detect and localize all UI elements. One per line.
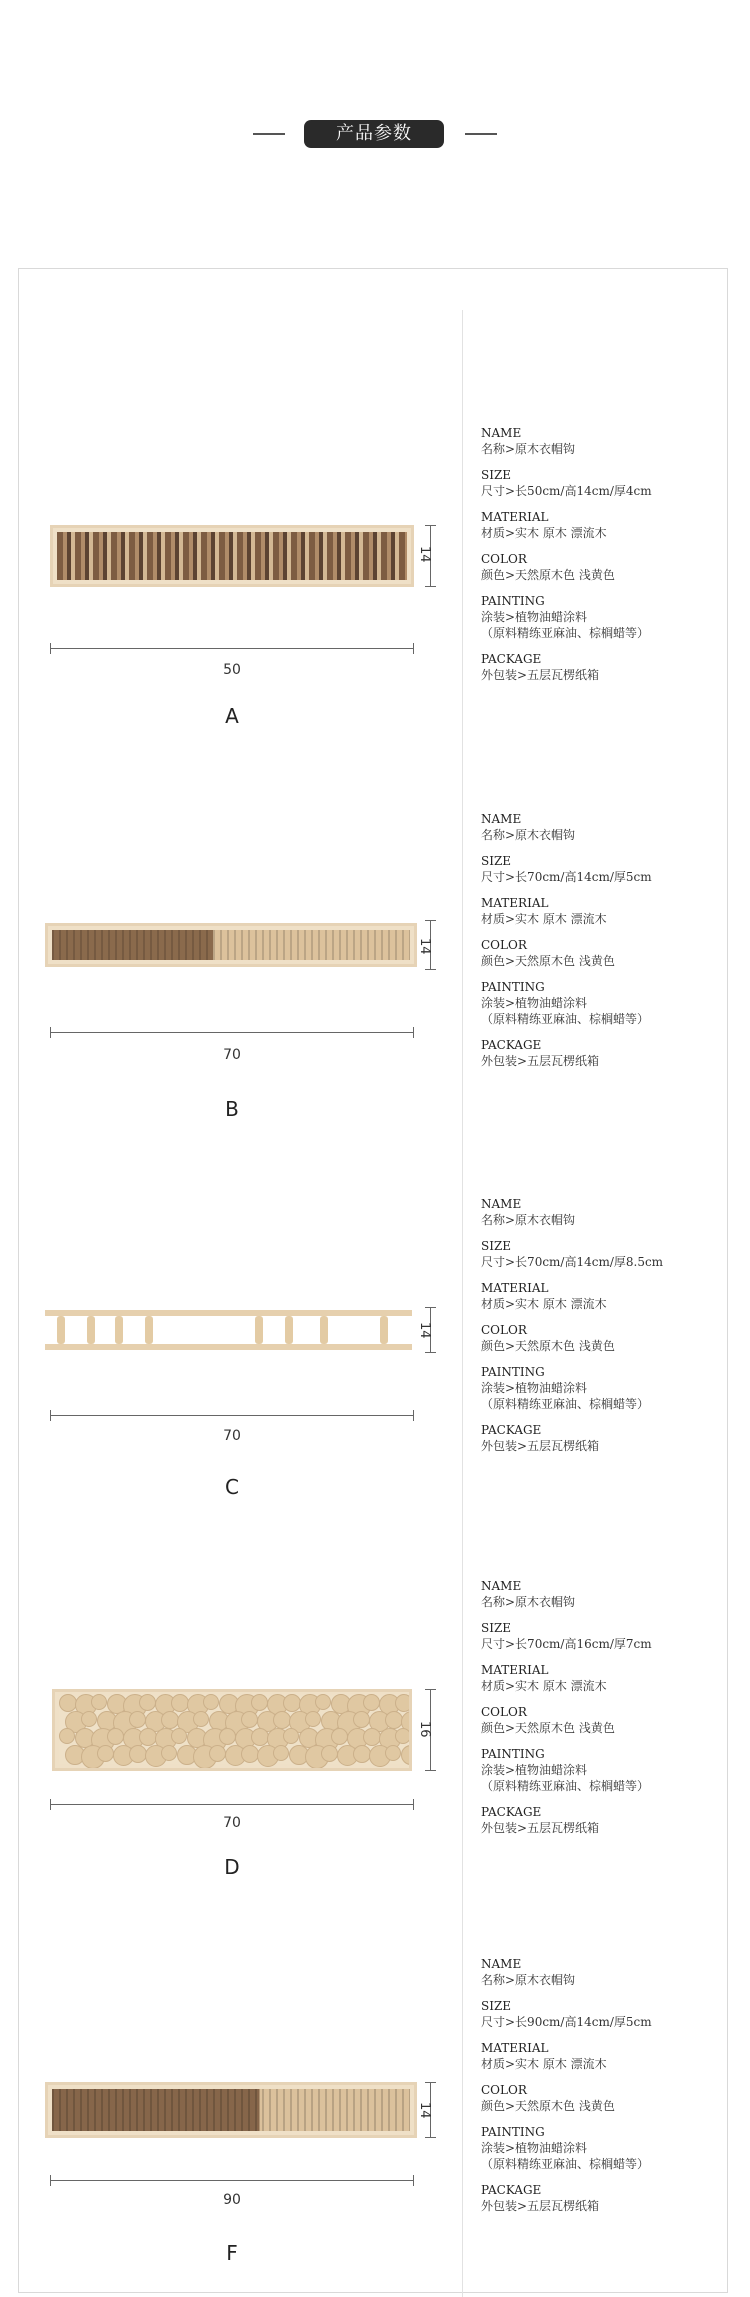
- product-image: [45, 1310, 412, 1350]
- product-letter: F: [226, 2241, 238, 2265]
- log-disc: [203, 1694, 219, 1710]
- spec-painting: [481, 594, 731, 641]
- height-label: 14: [417, 2102, 432, 2119]
- spec-value: 材质>实木 原木 漂流木: [481, 526, 607, 540]
- log-disc: [305, 1711, 321, 1727]
- log-disc: [97, 1745, 114, 1762]
- log-disc: [385, 1745, 401, 1761]
- width-label: 70: [223, 1047, 241, 1063]
- spec-color: [481, 2083, 731, 2114]
- spec-key: NAME: [481, 1957, 522, 1971]
- spec-key: COLOR: [481, 938, 527, 952]
- spec-size: [481, 468, 731, 499]
- width-dimension: [50, 643, 414, 655]
- page-header: [0, 0, 750, 180]
- height-label: 16: [417, 1721, 432, 1738]
- log-disc: [91, 1694, 107, 1710]
- spec-list: [481, 812, 731, 1080]
- product-letter: C: [225, 1475, 239, 1499]
- spec-key: COLOR: [481, 2083, 527, 2097]
- spec-value: 材质>实木 原木 漂流木: [481, 1297, 607, 1311]
- log-disc: [219, 1728, 236, 1745]
- product-section-a: [0, 360, 750, 745]
- log-disc: [107, 1728, 124, 1745]
- spec-key: COLOR: [481, 552, 527, 566]
- spec-key: MATERIAL: [481, 510, 549, 524]
- spec-material: [481, 896, 731, 927]
- log-disc: [193, 1711, 209, 1727]
- log-disc: [209, 1745, 226, 1762]
- spec-painting: [481, 2125, 731, 2172]
- spec-value: 颜色>天然原木色 浅黄色: [481, 954, 615, 968]
- spec-key: NAME: [481, 1197, 522, 1211]
- spec-value: 名称>原木衣帽钩: [481, 1595, 576, 1609]
- product-image: [50, 525, 414, 587]
- spec-key: SIZE: [481, 1621, 512, 1635]
- spec-painting: [481, 980, 731, 1027]
- log-disc: [395, 1728, 411, 1744]
- spec-key: PACKAGE: [481, 1805, 542, 1819]
- width-dimension: [50, 1799, 414, 1811]
- spec-value: 尺寸>长70cm/高16cm/厚7cm: [481, 1637, 652, 1651]
- spec-key: NAME: [481, 426, 522, 440]
- product-section-d: [0, 1509, 750, 1894]
- width-dimension: [50, 1027, 414, 1039]
- spec-name: [481, 1579, 731, 1610]
- header-left-line: [253, 133, 285, 135]
- product-image: [45, 2082, 417, 2138]
- product-section-c: [0, 1127, 750, 1512]
- spec-key: SIZE: [481, 1239, 512, 1253]
- spec-value: 尺寸>长90cm/高14cm/厚5cm: [481, 2015, 652, 2029]
- driftwood-texture: [52, 2089, 410, 2131]
- spec-key: SIZE: [481, 468, 512, 482]
- spec-value: 外包装>五层瓦楞纸箱: [481, 1439, 600, 1453]
- spec-value: 涂装>植物油蜡涂料: [481, 1763, 588, 1777]
- spec-value: 涂装>植物油蜡涂料: [481, 996, 588, 1010]
- spec-name: [481, 1957, 731, 1988]
- product-image: [52, 1689, 412, 1771]
- spec-key: PAINTING: [481, 1747, 545, 1761]
- spec-key: PACKAGE: [481, 2183, 542, 2197]
- spec-material: [481, 2041, 731, 2072]
- spec-package: [481, 652, 731, 683]
- log-disc: [139, 1694, 156, 1711]
- product-letter: B: [225, 1097, 239, 1121]
- spec-size: [481, 854, 731, 885]
- spec-painting: [481, 1747, 731, 1794]
- spec-value-note: （原料精练亚麻油、棕榈蜡等）: [481, 2157, 650, 2171]
- product-section-f: [0, 1887, 750, 2272]
- spec-package: [481, 1805, 731, 1836]
- spec-value: 颜色>天然原木色 浅黄色: [481, 1721, 615, 1735]
- height-label: 14: [417, 546, 432, 563]
- spec-size: [481, 1239, 731, 1270]
- spec-value: 涂装>植物油蜡涂料: [481, 2141, 588, 2155]
- spec-name: [481, 426, 731, 457]
- spec-value: 颜色>天然原木色 浅黄色: [481, 1339, 615, 1353]
- spec-key: SIZE: [481, 1999, 512, 2013]
- height-label: 14: [417, 938, 432, 955]
- log-disc: [401, 1745, 412, 1765]
- section-title: 产品参数: [304, 120, 444, 148]
- header-right-line: [465, 133, 497, 135]
- spec-value: 外包装>五层瓦楞纸箱: [481, 668, 600, 682]
- driftwood-texture: [57, 532, 407, 580]
- spec-package: [481, 1423, 731, 1454]
- spec-value: 外包装>五层瓦楞纸箱: [481, 2199, 600, 2213]
- spec-value: 名称>原木衣帽钩: [481, 1213, 576, 1227]
- log-disc: [59, 1728, 75, 1744]
- spec-value: 材质>实木 原木 漂流木: [481, 2057, 607, 2071]
- log-disc: [283, 1728, 299, 1744]
- spec-key: PACKAGE: [481, 1038, 542, 1052]
- spec-key: COLOR: [481, 1323, 527, 1337]
- log-disc-texture: [59, 1696, 405, 1764]
- spec-painting: [481, 1365, 731, 1412]
- spec-list: [481, 1957, 731, 2225]
- spec-color: [481, 938, 731, 969]
- spec-key: MATERIAL: [481, 2041, 549, 2055]
- log-disc: [81, 1711, 97, 1727]
- spec-key: NAME: [481, 812, 522, 826]
- log-disc: [363, 1694, 380, 1711]
- spec-value: 尺寸>长70cm/高14cm/厚5cm: [481, 870, 652, 884]
- spec-package: [481, 1038, 731, 1069]
- spec-value: 涂装>植物油蜡涂料: [481, 1381, 588, 1395]
- width-label: 50: [223, 662, 241, 678]
- spec-value: 名称>原木衣帽钩: [481, 1973, 576, 1987]
- spec-value-note: （原料精练亚麻油、棕榈蜡等）: [481, 1397, 650, 1411]
- spec-key: PAINTING: [481, 2125, 545, 2139]
- spec-value-note: （原料精练亚麻油、棕榈蜡等）: [481, 1779, 650, 1793]
- spec-value: 外包装>五层瓦楞纸箱: [481, 1054, 600, 1068]
- spec-list: [481, 1579, 731, 1847]
- spec-name: [481, 812, 731, 843]
- spec-color: [481, 1705, 731, 1736]
- spec-key: PACKAGE: [481, 652, 542, 666]
- width-label: 70: [223, 1815, 241, 1831]
- spec-color: [481, 552, 731, 583]
- spec-material: [481, 510, 731, 541]
- product-image: [45, 923, 417, 967]
- driftwood-texture: [52, 930, 410, 960]
- width-label: 70: [223, 1428, 241, 1444]
- log-disc: [273, 1745, 289, 1761]
- log-disc: [353, 1711, 370, 1728]
- log-disc: [331, 1728, 348, 1745]
- spec-value-note: （原料精练亚麻油、棕榈蜡等）: [481, 626, 650, 640]
- spec-key: MATERIAL: [481, 896, 549, 910]
- width-dimension: [50, 1410, 414, 1422]
- spec-value: 材质>实木 原木 漂流木: [481, 1679, 607, 1693]
- spec-key: MATERIAL: [481, 1281, 549, 1295]
- spec-key: NAME: [481, 1579, 522, 1593]
- width-dimension: [50, 2175, 414, 2187]
- spec-value: 名称>原木衣帽钩: [481, 442, 576, 456]
- product-letter: A: [225, 704, 239, 728]
- spec-size: [481, 1621, 731, 1652]
- spec-value-note: （原料精练亚麻油、棕榈蜡等）: [481, 1012, 650, 1026]
- spec-color: [481, 1323, 731, 1354]
- product-section-b: [0, 745, 750, 1130]
- log-disc: [251, 1694, 268, 1711]
- spec-package: [481, 2183, 731, 2214]
- width-label: 90: [223, 2192, 241, 2208]
- spec-size: [481, 1999, 731, 2030]
- log-disc: [315, 1694, 331, 1710]
- spec-value: 颜色>天然原木色 浅黄色: [481, 2099, 615, 2113]
- spec-material: [481, 1281, 731, 1312]
- spec-key: SIZE: [481, 854, 512, 868]
- spec-key: PAINTING: [481, 1365, 545, 1379]
- spec-key: MATERIAL: [481, 1663, 549, 1677]
- spec-value: 外包装>五层瓦楞纸箱: [481, 1821, 600, 1835]
- spec-value: 材质>实木 原木 漂流木: [481, 912, 607, 926]
- spec-key: PACKAGE: [481, 1423, 542, 1437]
- height-label: 14: [417, 1322, 432, 1339]
- product-letter: D: [224, 1855, 240, 1879]
- spec-key: COLOR: [481, 1705, 527, 1719]
- spec-key: PAINTING: [481, 594, 545, 608]
- log-disc: [395, 1694, 412, 1712]
- spec-list: [481, 426, 731, 694]
- log-disc: [171, 1728, 187, 1744]
- spec-material: [481, 1663, 731, 1694]
- log-disc: [241, 1711, 258, 1728]
- log-disc: [161, 1745, 177, 1761]
- spec-value: 涂装>植物油蜡涂料: [481, 610, 588, 624]
- spec-list: [481, 1197, 731, 1465]
- log-disc: [321, 1745, 338, 1762]
- spec-value: 名称>原木衣帽钩: [481, 828, 576, 842]
- spec-name: [481, 1197, 731, 1228]
- spec-value: 颜色>天然原木色 浅黄色: [481, 568, 615, 582]
- log-disc: [129, 1711, 146, 1728]
- spec-value: 尺寸>长50cm/高14cm/厚4cm: [481, 484, 652, 498]
- spec-value: 尺寸>长70cm/高14cm/厚8.5cm: [481, 1255, 664, 1269]
- spec-key: PAINTING: [481, 980, 545, 994]
